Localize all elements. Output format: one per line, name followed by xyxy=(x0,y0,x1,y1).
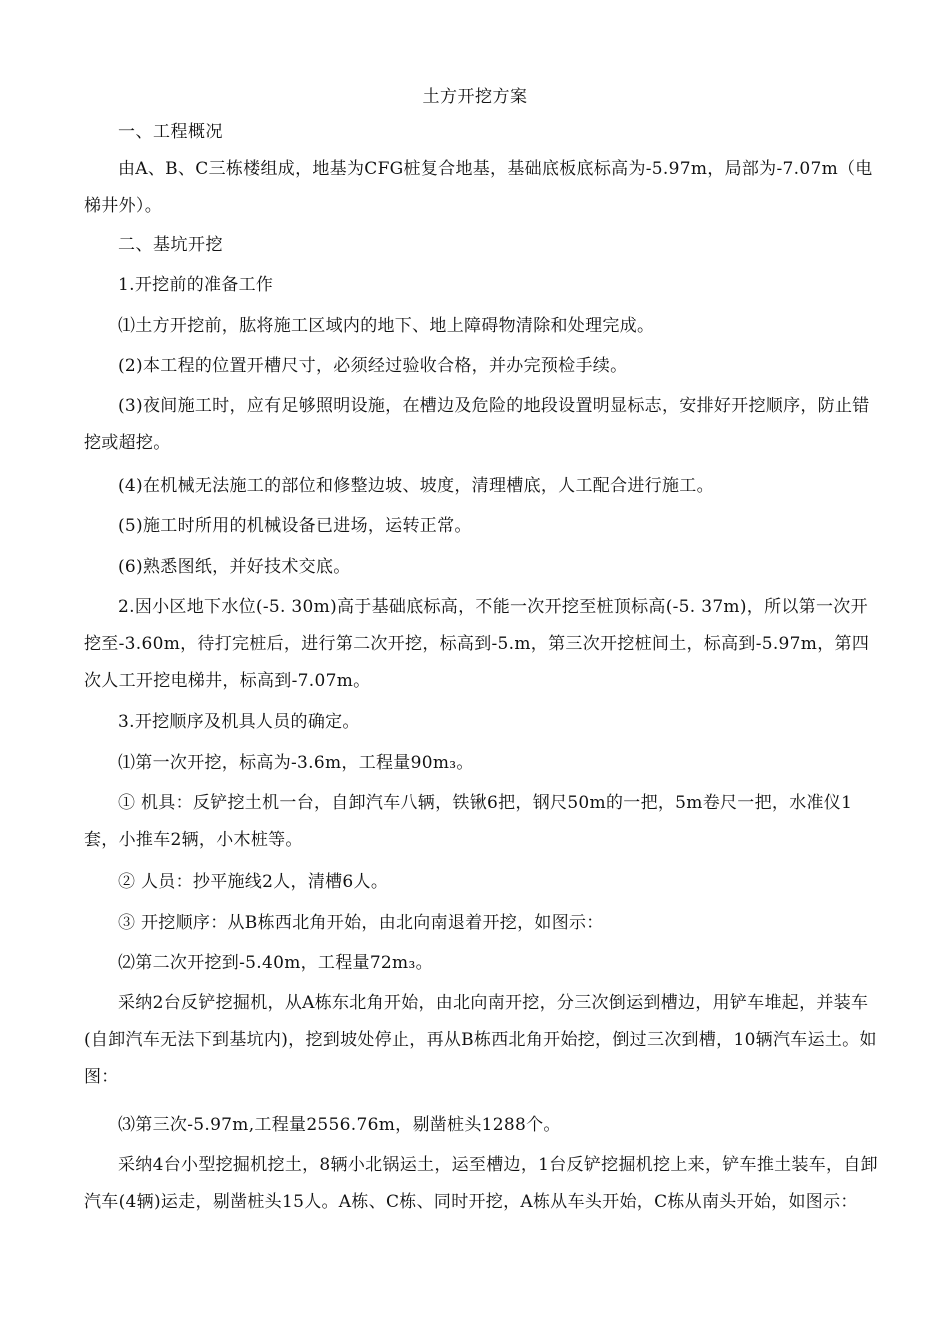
list-item-prep-1: ⑴土方开挖前，肱将施工区域内的地下、地上障碍物清除和处理完成。 xyxy=(118,316,655,336)
list-item-third-excavation: ⑶第三次-5.97m,工程量2556.76m，剔凿桩头1288个。 xyxy=(118,1115,561,1135)
subheading-preparation: 1.开挖前的准备工作 xyxy=(118,275,274,295)
list-item-first-excavation: ⑴第一次开挖，标高为-3.6m，工程量90m₃。 xyxy=(118,753,474,773)
paragraph-overview-body: 由A、B、C三栋楼组成，地基为CFG桩复合地基，基础底板底标高为-5.97m，局部为-7.07m（电梯井外）。 xyxy=(84,159,873,216)
list-item-order: ③ 开挖顺序：从B栋西北角开始，由北向南退着开挖，如图示： xyxy=(118,913,604,933)
paragraph-third-method: 采纳4台小型挖掘机挖土，8辆小北锅运土，运至槽边，1台反铲挖掘机挖上来，铲车推土装车，自卸汽车(4辆)运走，剔凿桩头15人。A栋、C栋、同时开挖，A栋从车头开始，C栋从南头开始，如图示： xyxy=(84,1155,878,1212)
list-item-prep-4: (4)在机械无法施工的部位和修整边坡、坡度，清理槽底，人工配合进行施工。 xyxy=(118,476,714,496)
list-item-prep-6: (6)熟悉图纸，并好技术交底。 xyxy=(118,557,351,577)
list-item-equipment: ① 机具：反铲挖土机一台，自卸汽车八辆，铁锹6把，钢尺50m的一把，5m卷尺一把，水准仪1套，小推车2辆，小木桩等。 xyxy=(84,793,853,850)
section-heading-excavation: 二、基坑开挖 xyxy=(118,235,223,255)
section-heading-overview: 一、工程概况 xyxy=(118,122,223,142)
subheading-sequence: 3.开挖顺序及机具人员的确定。 xyxy=(118,712,360,732)
paragraph-second-method: 采纳2台反铲挖掘机，从A栋东北角开始，由北向南开挖，分三次倒运到槽边，用铲车堆起，并装车(自卸汽车无法下到基坑内)，挖到坡处停止，再从B栋西北角开始挖，倒过三次到槽，10辆汽车运土。如图： xyxy=(84,993,877,1087)
list-item-prep-5: (5)施工时所用的机械设备已进场，运转正常。 xyxy=(118,516,472,536)
list-item-personnel: ② 人员：抄平施线2人，清槽6人。 xyxy=(118,872,389,892)
list-item-second-excavation: ⑵第二次开挖到-5.40m，工程量72m₃。 xyxy=(118,953,433,973)
document-title: 土方开挖方案 xyxy=(422,87,528,107)
paragraph-groundwater: 2.因小区地下水位(-5. 30m)高于基础底标高，不能一次开挖至桩顶标高(-5. 37m)，所以第一次开挖至-3.60m，待打完桩后，进行第二次开挖，标高到-5.m，第三次开挖桩间土，标高到-5.97m，第四次人工开挖电梯井，标高到-7.07m。 xyxy=(84,597,870,691)
list-item-prep-3: (3)夜间施工时，应有足够照明设施，在槽边及危险的地段设置明显标志，安排好开挖顺序，防止错挖或超挖。 xyxy=(84,396,870,453)
list-item-prep-2: (2)本工程的位置开槽尺寸，必须经过验收合格，并办完预检手续。 xyxy=(118,356,628,376)
